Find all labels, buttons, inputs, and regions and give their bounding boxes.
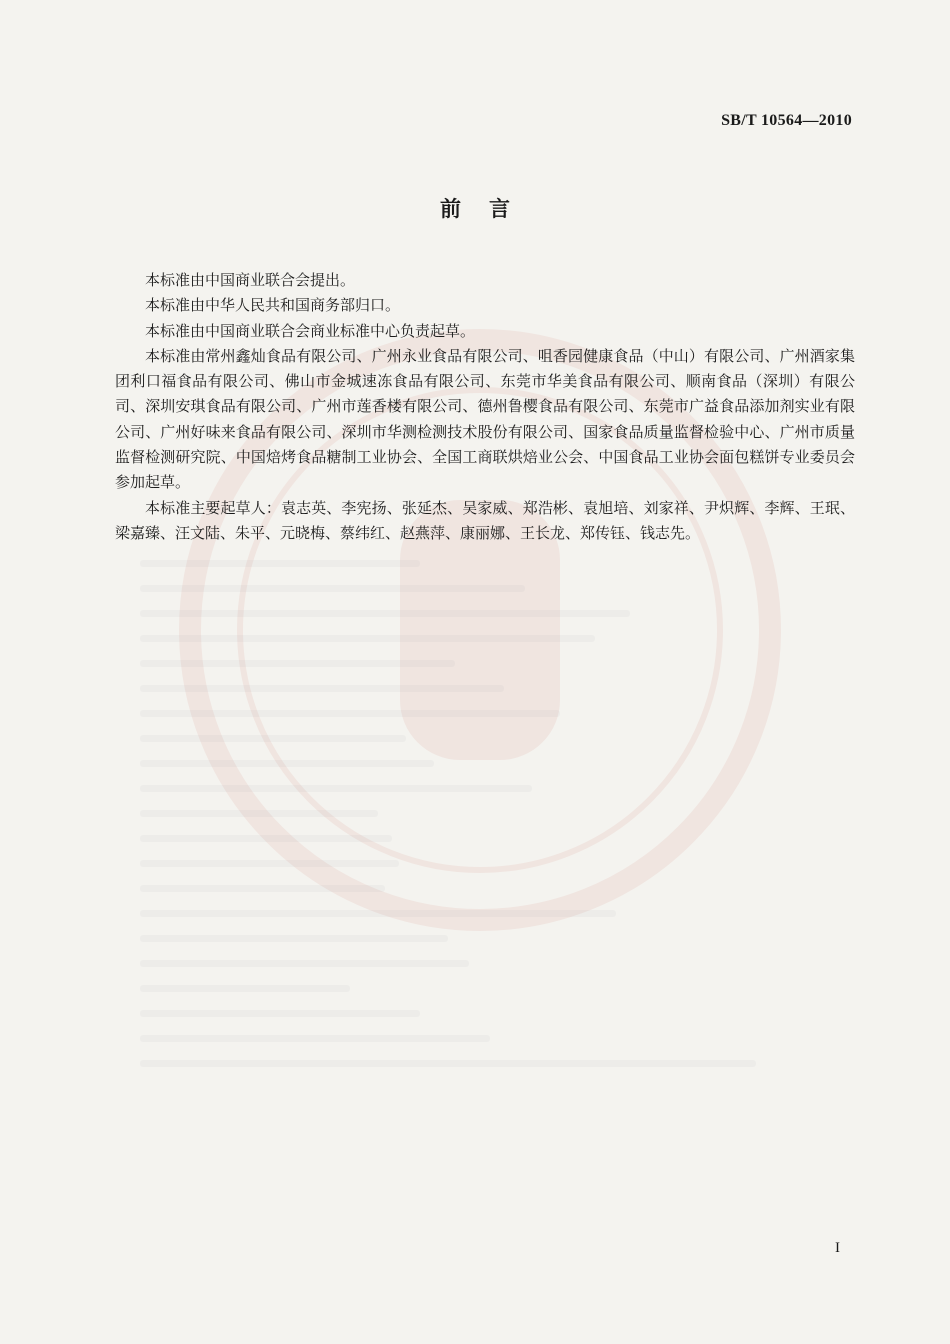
paragraph-centralized-by: 本标准由中华人民共和国商务部归口。	[145, 296, 401, 315]
paragraph-proposer: 本标准由中国商业联合会提出。	[145, 271, 356, 289]
page-title: 前言	[440, 197, 538, 221]
bleed-through-text	[140, 560, 840, 1085]
page-number: I	[835, 1240, 840, 1256]
paragraph-participating-drafters: 本标准由常州鑫灿食品有限公司、广州永业食品有限公司、咀香园健康食品（中山）有限公司、广州酒家集团利口福食品有限公司、佛山市金城速冻食品有限公司、东莞市华美食品有限公司、顺南食品（深圳）有限公司、深圳安琪食品有限公司、广州市莲香楼有限公司、德州鲁樱食品有限公司、东莞市广益食品添加剂实业有限公司、广州好味来食品有限公司、深圳市华测检测技术股份有限公司、国家食品质量监督检验中心、广州市质量监督检测研究院、中国焙烤食品糖制工业协会、全国工商联烘焙业公会、中国食品工业协会面包糕饼专业委员会参加起草。	[115, 346, 855, 492]
paragraph-drafting-lead: 本标准由中国商业联合会商业标准中心负责起草。	[145, 321, 476, 340]
foreword-body	[115, 268, 855, 546]
paragraph-main-drafters: 本标准主要起草人：袁志英、李宪扬、张延杰、吴家威、郑浩彬、袁旭培、刘家祥、尹炽辉、李辉、王珉、梁嘉臻、汪文陆、朱平、元晓梅、蔡纬红、赵燕萍、康丽娜、王长龙、郑传钰、钱志先。	[115, 498, 855, 542]
standard-code: SB/T 10564—2010	[721, 112, 852, 129]
